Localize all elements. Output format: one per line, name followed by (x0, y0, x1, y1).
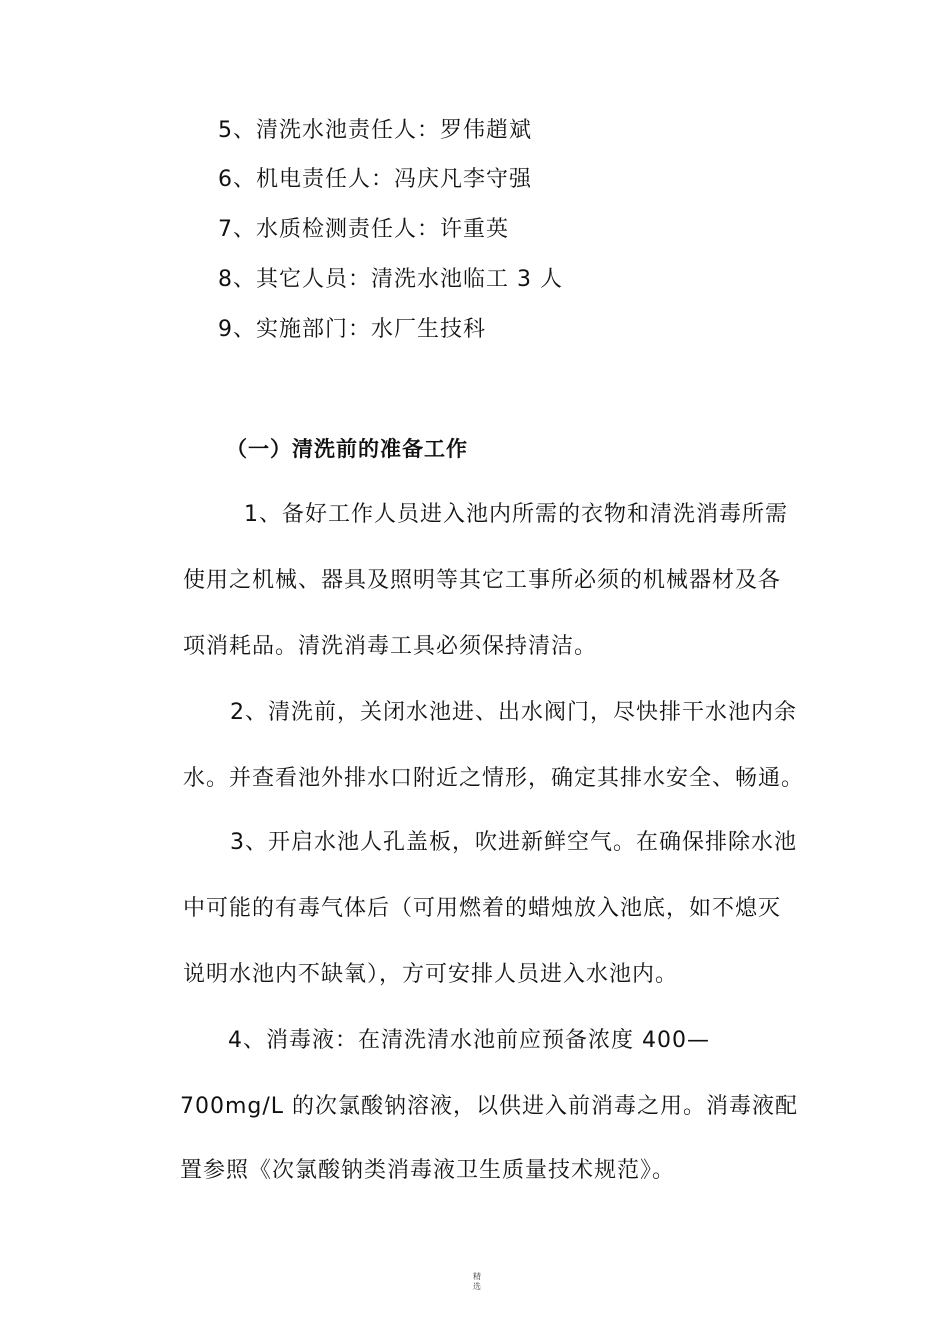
list-item: 8、其它人员：清洗水池临工 3 人 (218, 267, 563, 292)
paragraph-line: 700mg/L 的次氯酸钠溶液，以供进入前消毒之用。消毒液配 (180, 1094, 799, 1119)
list-item: 9、实施部门：水厂生技科 (218, 317, 486, 342)
paragraph-line: 使用之机械、器具及照明等其它工事所必须的机械器材及各 (183, 568, 782, 593)
paragraph-line: 水。并查看池外排水口附近之情形，确定其排水安全、畅通。 (183, 766, 805, 791)
paragraph-line: 项消耗品。清洗消毒工具必须保持清洁。 (183, 634, 598, 659)
section-heading: （一）清洗前的准备工作 (226, 437, 468, 461)
paragraph-line: 中可能的有毒气体后（可用燃着的蜡烛放入池底，如不熄灭 (183, 896, 782, 921)
paragraph-line: 2、清洗前，关闭水池进、出水阀门，尽快排干水池内余 (230, 700, 797, 725)
paragraph-line: 1、备好工作人员进入池内所需的衣物和清洗消毒所需 (244, 502, 788, 527)
paragraph-line: 3、开启水池人孔盖板，吹进新鲜空气。在确保排除水池 (230, 830, 797, 855)
paragraph-line: 说明水池内不缺氧），方可安排人员进入水池内。 (183, 962, 679, 987)
list-item: 7、水质检测责任人：许重英 (218, 217, 509, 242)
list-item: 5、清洗水池责任人：罗伟趙斌 (218, 118, 532, 143)
page-footer: 精选 (473, 1272, 481, 1291)
list-item: 6、机电责任人：冯庆凡李守强 (218, 167, 532, 192)
paragraph-line: 置参照《次氯酸钠类消毒液卫生质量技术规范》。 (180, 1158, 676, 1183)
paragraph-line: 4、消毒液：在清洗清水池前应预备浓度 400— (228, 1028, 710, 1053)
